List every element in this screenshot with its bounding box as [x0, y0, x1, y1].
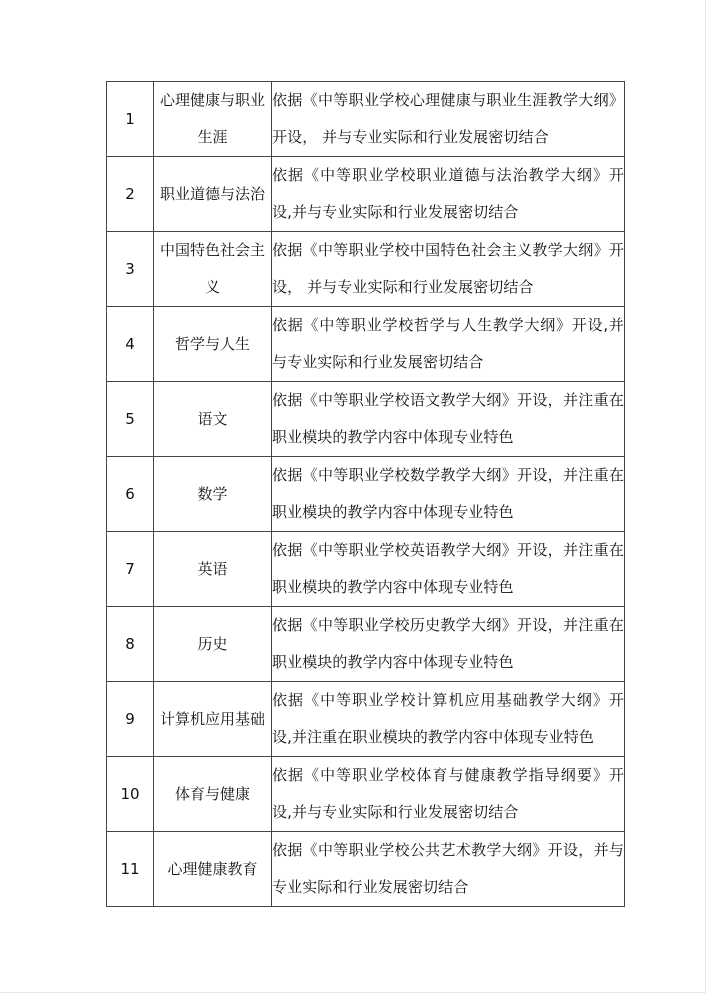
course-name: 心理健康与职业生涯 — [154, 82, 272, 157]
course-name: 历史 — [154, 607, 272, 682]
course-description: 依据《中等职业学校数学教学大纲》开设，并注重在职业模块的教学内容中体现专业特色 — [272, 457, 625, 532]
row-number: 1 — [107, 82, 154, 157]
row-number: 6 — [107, 457, 154, 532]
course-name: 体育与健康 — [154, 757, 272, 832]
course-description: 依据《中等职业学校计算机应用基础教学大纲》开设,并注重在职业模块的教学内容中体现专业特色 — [272, 682, 625, 757]
course-name: 心理健康教育 — [154, 832, 272, 907]
table-row — [107, 457, 625, 532]
course-description: 依据《中等职业学校历史教学大纲》开设，并注重在职业模块的教学内容中体现专业特色 — [272, 607, 625, 682]
row-number: 9 — [107, 682, 154, 757]
course-name: 职业道德与法治 — [154, 157, 272, 232]
course-description: 依据《中等职业学校职业道德与法治教学大纲》开设,并与专业实际和行业发展密切结合 — [272, 157, 625, 232]
course-name: 英语 — [154, 532, 272, 607]
table-row — [107, 532, 625, 607]
course-description: 依据《中等职业学校中国特色社会主义教学大纲》开设， 并与专业实际和行业发展密切结合 — [272, 232, 625, 307]
row-number: 4 — [107, 307, 154, 382]
table-row — [107, 382, 625, 457]
table-row — [107, 157, 625, 232]
course-name: 哲学与人生 — [154, 307, 272, 382]
row-number: 11 — [107, 832, 154, 907]
row-number: 3 — [107, 232, 154, 307]
course-description: 依据《中等职业学校公共艺术教学大纲》开设，并与专业实际和行业发展密切结合 — [272, 832, 625, 907]
row-number: 2 — [107, 157, 154, 232]
row-number: 8 — [107, 607, 154, 682]
course-description: 依据《中等职业学校心理健康与职业生涯教学大纲》开设， 并与专业实际和行业发展密切结合 — [272, 82, 625, 157]
course-name: 计算机应用基础 — [154, 682, 272, 757]
course-description: 依据《中等职业学校体育与健康教学指导纲要》开设,并与专业实际和行业发展密切结合 — [272, 757, 625, 832]
course-table — [106, 81, 625, 907]
table-row — [107, 82, 625, 157]
course-name: 中国特色社会主义 — [154, 232, 272, 307]
table-row — [107, 307, 625, 382]
table-row — [107, 682, 625, 757]
course-description: 依据《中等职业学校语文教学大纲》开设，并注重在职业模块的教学内容中体现专业特色 — [272, 382, 625, 457]
row-number: 10 — [107, 757, 154, 832]
table-row — [107, 757, 625, 832]
row-number: 7 — [107, 532, 154, 607]
table-row — [107, 832, 625, 907]
row-number: 5 — [107, 382, 154, 457]
course-name: 数学 — [154, 457, 272, 532]
course-description: 依据《中等职业学校英语教学大纲》开设，并注重在职业模块的教学内容中体现专业特色 — [272, 532, 625, 607]
course-description: 依据《中等职业学校哲学与人生教学大纲》开设,并与专业实际和行业发展密切结合 — [272, 307, 625, 382]
table-row — [107, 232, 625, 307]
table-row — [107, 607, 625, 682]
course-name: 语文 — [154, 382, 272, 457]
